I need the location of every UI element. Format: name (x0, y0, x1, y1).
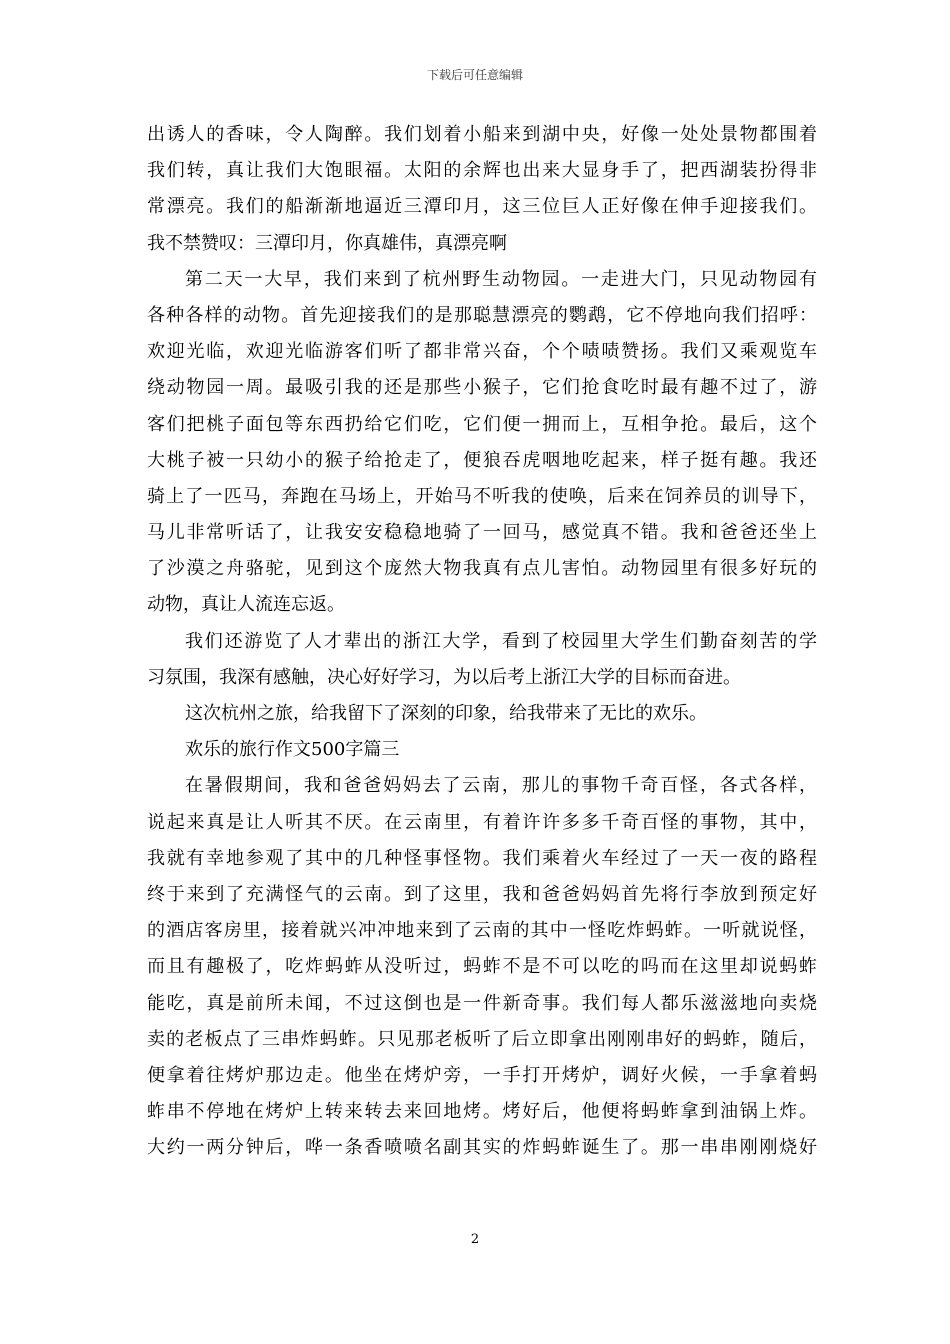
page-number: 2 (470, 1232, 480, 1247)
text-line: 欢迎光临，欢迎光临游客们听了都非常兴奋，个个啧啧赞扬。我们又乘观览车 (147, 341, 817, 363)
text-line: 而且有趣极了，吃炸蚂蚱从没听过，蚂蚱不是不可以吃的吗而在这里却说蚂蚱 (147, 956, 817, 978)
text-line: 绕动物园一周。最吸引我的还是那些小猴子，它们抢食吃时最有趣不过了，游 (147, 377, 817, 399)
text-line: 的酒店客房里，接着就兴冲冲地来到了云南的其中一怪吃炸蚂蚱。一听就说怪， (147, 920, 817, 942)
text-line: 能吃，真是前所未闻，不过这倒也是一件新奇事。我们每人都乐滋滋地向卖烧 (147, 992, 817, 1014)
text-line: 动物，真让人流连忘返。 (147, 594, 345, 616)
text-line: 习氛围，我深有感触，决心好好学习，为以后考上浙江大学的目标而奋进。 (147, 666, 741, 688)
text-line: 常漂亮。我们的船渐渐地逼近三潭印月，这三位巨人正好像在伸手迎接我们。 (147, 196, 817, 218)
text-line: 说起来真是让人听其不厌。在云南里，有着许许多多千奇百怪的事物，其中， (147, 811, 817, 833)
text-line: 出诱人的香味，令人陶醉。我们划着小船来到湖中央，好像一处处景物都围着 (147, 124, 817, 145)
text-line: 便拿着往烤炉那边走。他坐在烤炉旁，一手打开烤炉，调好火候，一手拿着蚂 (147, 1064, 817, 1086)
text-line: 大桃子被一只幼小的猴子给抢走了，便狼吞虎咽地吃起来，样子挺有趣。我还 (147, 449, 817, 471)
paragraph-start-line: 这次杭州之旅，给我留下了深刻的印象，给我带来了无比的欢乐。 (185, 703, 707, 724)
text-line: 客们把桃子面包等东西扔给它们吃，它们便一拥而上，互相争抢。最后，这个 (147, 413, 817, 435)
text-line: 我们转，真让我们大饱眼福。太阳的余辉也出来大显身手了，把西湖装扮得非 (147, 160, 817, 182)
text-line: 我就有幸地参观了其中的几种怪事怪物。我们乘着火车经过了一天一夜的路程 (147, 847, 817, 869)
text-line: 蚱串不停地在烤炉上转来转去来回地烤。烤好后，他便将蚂蚱拿到油锅上炸。 (147, 1101, 817, 1123)
text-line: 骑上了一匹马，奔跑在马场上，开始马不听我的使唤，后来在饲养员的训导下， (147, 485, 817, 507)
text-line: 卖的老板点了三串炸蚂蚱。只见那老板听了后立即拿出刚刚串好的蚂蚱，随后， (147, 1028, 817, 1050)
text-line: 各种各样的动物。首先迎接我们的是那聪慧漂亮的鹦鹉，它不停地向我们招呼： (147, 304, 817, 326)
text-line: 终于来到了充满怪气的云南。到了这里，我和爸爸妈妈首先将行李放到预定好 (147, 883, 817, 905)
text-line: 了沙漠之舟骆驼，见到这个庞然大物我真有点儿害怕。动物园里有很多好玩的 (147, 558, 817, 580)
text-line: 马儿非常听话了，让我安安稳稳地骑了一回马，感觉真不错。我和爸爸还坐上 (147, 522, 817, 544)
text-line: 我不禁赞叹：三潭印月，你真雄伟，真漂亮啊 (147, 232, 507, 254)
page-header: 下载后可任意编辑 (426, 68, 523, 82)
paragraph-start-line: 第二天一大早，我们来到了杭州野生动物园。一走进大门，只见动物园有 (185, 268, 817, 290)
document-body (147, 117, 817, 1166)
paragraph-start-line: 在暑假期间，我和爸爸妈妈去了云南，那儿的事物千奇百怪，各式各样， (185, 775, 817, 797)
paragraph-start-line: 我们还游览了人才辈出的浙江大学，看到了校园里大学生们勤奋刻苦的学 (185, 630, 817, 652)
section-heading: 欢乐的旅行作文500字篇三 (185, 739, 400, 761)
text-line: 大约一两分钟后，哗一条香喷喷名副其实的炸蚂蚱诞生了。那一串串刚刚烧好 (147, 1137, 817, 1159)
